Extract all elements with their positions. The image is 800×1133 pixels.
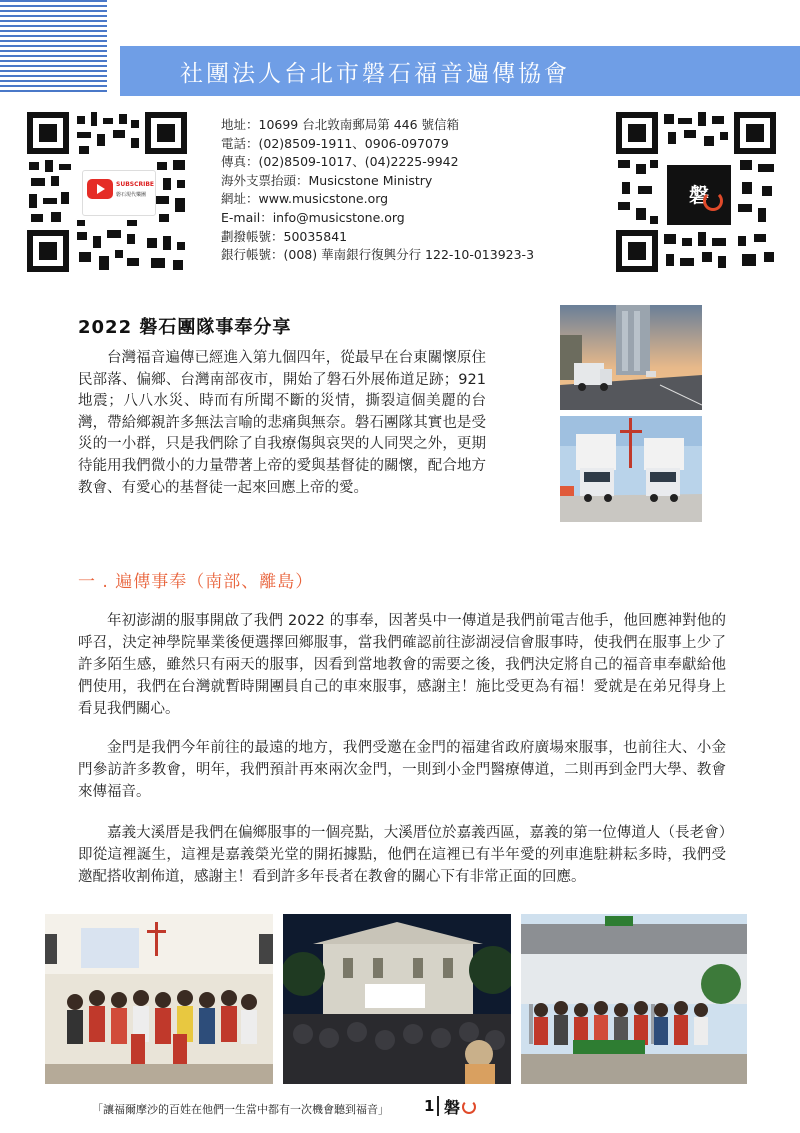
header-stripes (0, 0, 107, 92)
footer-logo-arc-icon (462, 1100, 476, 1114)
contact-postal-account: 劃撥帳號：50035841 (221, 228, 348, 244)
footer-logo: 磐 (444, 1098, 461, 1117)
youtube-qr-code[interactable] (27, 112, 187, 272)
contact-bank-account: 銀行帳號：(008) 華南銀行復興分行 122-10-013923-3 (221, 247, 535, 263)
article-intro: 台灣福音遍傳已經進入第九個四年，從最早在台東關懷原住民部落、偏鄉、台灣南部夜市，開始了磐石外展佈道足跡；921 地震；八八水災、時而有所聞不斷的災情，撕裂這個美麗的台灣，帶給鄉親許多無法言喻的悲痛與無奈。磐石團隊其實也是受災的一小群，只是我們除了自我療傷與哀哭的人同哭之外，更期待能用我們微小的力量帶著上帝的愛與基督徒的關懷，配合地方教會、有愛心的基督徒一起來回應上帝的愛。 (78, 350, 486, 496)
youtube-subscribe-badge (82, 170, 156, 216)
paragraph-chiayi: 嘉義大溪厝是我們在偏鄉服事的一個亮點，大溪厝位於嘉義西區，嘉義的第一位傳道人（長老會）即從這裡誕生，這裡是嘉義榮光堂的開拓據點，他們在這裡已有半年愛的列車進駐耕耘多時，我們受邀配搭收割佈道，感謝主！看到許多年長者在教會的關心下有非常正面的回應。 (78, 825, 726, 885)
page-number: 1 (424, 1097, 435, 1115)
subscribe-label: SUBSCRIBE (116, 181, 155, 188)
paragraph-penghu: 年初澎湖的服事開啟了我們 2022 的事奉，因著吳中一傳道是我們前電吉他手，他回應神對他的呼召，決定神學院畢業後便選擇回鄉服事，當我們確認前往澎湖浸信會服事時，使我們在服事上少了許多陌生感，雖然只有兩天的服事，因看到當地教會的需要之後，我們決定將自己的福音車奉獻給他們使用，我們在台灣就暫時開團員自己的車來服事，感謝主！施比受更為有福！愛就是在弟兄得身上看見我們關心。 (78, 613, 726, 717)
contact-info (221, 116, 601, 265)
contact-fax: 傳真：(02)8509-1017、(04)2225-9942 (221, 154, 459, 170)
photo-trucks-cross (560, 416, 702, 522)
paragraph-kinmen: 金門是我們今年前往的最遠的地方，我們受邀在金門的福建省政府廣場來服事，也前往大、小金門參訪許多教會，明年，我們預計再來兩次金門，一則到小金門醫療傳道，二則再到金門大學、教會來傳福音。 (78, 740, 726, 800)
photo-night-plaza (283, 914, 511, 1084)
photo-church-group (45, 914, 273, 1084)
footer-slogan: 「讓福爾摩沙的百姓在他們一生當中都有一次機會聽到福音」 (92, 1103, 389, 1116)
band-name-label: 磐石現代樂團 (116, 192, 147, 198)
article-title: 2022 磐石團隊事奉分享 (78, 317, 292, 338)
header-banner (120, 46, 800, 96)
youtube-play-icon (87, 179, 113, 199)
contact-phone: 電話：(02)8509-1911、0906-097079 (221, 135, 449, 151)
photo-outdoor-group (521, 914, 747, 1084)
website-qr-code[interactable] (616, 112, 776, 272)
contact-website[interactable]: 網址：www.musicstone.org (221, 191, 389, 207)
logo-glyph: 磐 (689, 183, 709, 207)
photo-truck-street (560, 305, 702, 410)
org-name: 社團法人台北市磐石福音遍傳協會 (180, 60, 570, 87)
contact-overseas-check: 海外支票抬頭：Musicstone Ministry (221, 172, 433, 188)
contact-address: 地址：10699 台北敦南郵局第 446 號信箱 (221, 117, 460, 132)
section-heading: 一 . 遍傳事奉（南部、離島） (78, 572, 314, 592)
logo-arc-icon (703, 191, 723, 211)
musicstone-logo (664, 162, 734, 228)
footer-divider (437, 1096, 439, 1116)
contact-email[interactable]: E-mail：info@musicstone.org (221, 209, 405, 225)
